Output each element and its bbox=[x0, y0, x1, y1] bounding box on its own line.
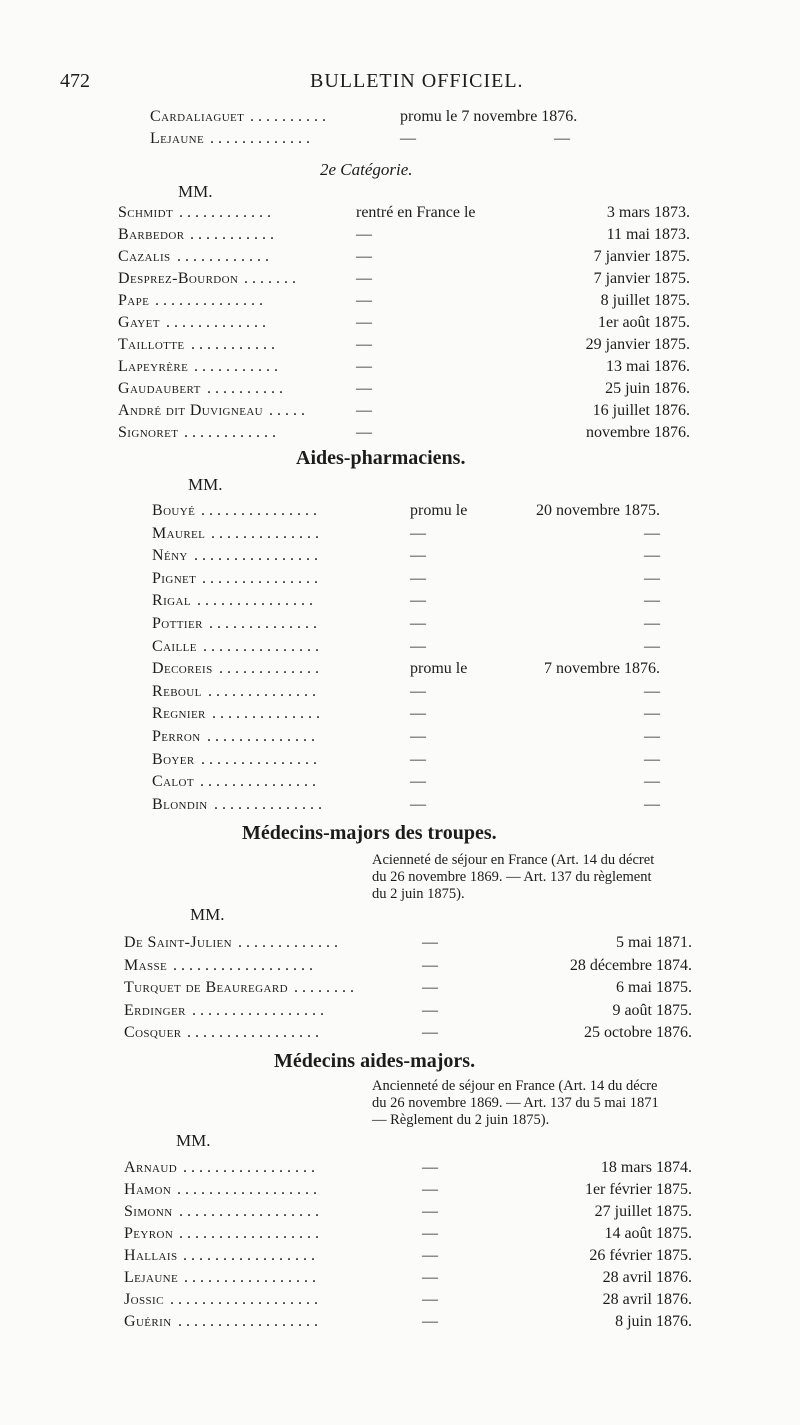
entry-name: Lapeyrère bbox=[118, 358, 189, 375]
entry-name: Maurel bbox=[152, 524, 206, 542]
entry-date: 28 avril 1876. bbox=[602, 1291, 692, 1308]
entry-name: Hallais bbox=[124, 1247, 178, 1264]
mm-label: MM. bbox=[190, 905, 225, 924]
leader-dots: ................... bbox=[170, 1291, 322, 1308]
leader-dots: ............. bbox=[210, 130, 314, 147]
entry-name: Signoret bbox=[118, 424, 179, 441]
entry-name: Cazalis bbox=[118, 248, 171, 265]
list-item bbox=[0, 202, 800, 224]
entry-status: — bbox=[422, 1247, 438, 1264]
entry-name: Simonn bbox=[124, 1203, 173, 1220]
list-item bbox=[0, 224, 800, 246]
leader-dots: ............. bbox=[238, 934, 342, 951]
list-item bbox=[0, 290, 800, 312]
entry-date: 25 octobre 1876. bbox=[584, 1024, 692, 1041]
entry-date: 6 mai 1875. bbox=[616, 979, 692, 996]
entry-status: — bbox=[422, 1291, 438, 1308]
entry-name: Pottier bbox=[152, 615, 203, 632]
entry-date: — bbox=[644, 750, 660, 768]
entry-name: Decoreis bbox=[152, 660, 213, 678]
entry-date: — bbox=[644, 547, 660, 565]
entry-status: — bbox=[356, 248, 372, 265]
entry-date: 18 mars 1874. bbox=[600, 1159, 692, 1176]
list-item bbox=[0, 771, 800, 793]
entry-name: Desprez-Bourdon bbox=[118, 270, 239, 287]
entry-date: 5 mai 1871. bbox=[616, 934, 692, 951]
leader-dots: ........... bbox=[191, 336, 279, 353]
list-item bbox=[0, 977, 800, 999]
entry-date: 16 juillet 1876. bbox=[592, 402, 690, 419]
note-line: Acienneté de séjour en France (Art. 14 du décret bbox=[372, 852, 655, 868]
list-item bbox=[0, 246, 800, 268]
entry-status: — bbox=[410, 773, 426, 791]
note-line: du 2 juin 1875). bbox=[372, 886, 465, 902]
list-item bbox=[0, 1267, 800, 1289]
entry-name: Arnaud bbox=[124, 1159, 178, 1176]
leader-dots: ............... bbox=[202, 569, 322, 587]
entry-name: Bouyé bbox=[152, 502, 196, 519]
leader-dots: ..... bbox=[269, 402, 309, 419]
list-item bbox=[0, 334, 800, 356]
leader-dots: ................. bbox=[187, 1024, 323, 1041]
entry-status: — bbox=[410, 592, 426, 610]
section-heading-aides-majors: Médecins aides-majors. bbox=[274, 1050, 476, 1072]
entry-date: 26 février 1875. bbox=[589, 1247, 692, 1264]
leader-dots: .............. bbox=[209, 615, 321, 632]
list-item bbox=[0, 378, 800, 400]
leader-dots: .............. bbox=[214, 795, 326, 813]
entry-name: Pape bbox=[118, 292, 150, 309]
entry-name: Lejaune bbox=[150, 130, 205, 147]
entry-date: 1er février 1875. bbox=[584, 1181, 692, 1198]
entry-date: 28 avril 1876. bbox=[602, 1269, 692, 1286]
entry-date: 11 mai 1873. bbox=[606, 226, 690, 243]
leader-dots: ................ bbox=[194, 547, 322, 565]
entry-status: — bbox=[410, 524, 426, 542]
entry-date: 14 août 1875. bbox=[604, 1225, 692, 1242]
leader-dots: .............. bbox=[207, 728, 319, 745]
leader-dots: ................. bbox=[192, 1001, 328, 1019]
list-item bbox=[0, 312, 800, 334]
leader-dots: ............... bbox=[197, 592, 317, 610]
entry-status: — bbox=[356, 424, 372, 441]
entry-status: — bbox=[410, 705, 426, 723]
entry-name: Masse bbox=[124, 956, 168, 974]
entry-status: — bbox=[422, 1269, 438, 1286]
entry-date: — bbox=[554, 130, 570, 147]
entry-status: — bbox=[356, 226, 372, 243]
entry-status: — bbox=[410, 637, 426, 655]
entry-date: — bbox=[644, 637, 660, 655]
leader-dots: .................. bbox=[179, 1203, 323, 1220]
list-item bbox=[0, 658, 800, 680]
entry-date: — bbox=[644, 592, 660, 610]
list-item bbox=[0, 523, 800, 545]
entry-status: — bbox=[356, 314, 372, 331]
entry-name: Boyer bbox=[152, 750, 195, 768]
entry-name: Caille bbox=[152, 637, 197, 655]
entry-name: Calot bbox=[152, 773, 194, 791]
entry-status: — bbox=[356, 402, 372, 419]
list-item bbox=[0, 1201, 800, 1223]
leader-dots: .................. bbox=[178, 1313, 322, 1330]
entry-name: Reboul bbox=[152, 682, 202, 700]
entry-status: — bbox=[422, 956, 438, 974]
leader-dots: ............... bbox=[201, 750, 321, 768]
section-heading-majors: Médecins-majors des troupes. bbox=[242, 822, 497, 844]
list-item bbox=[0, 681, 800, 703]
list-item bbox=[0, 794, 800, 816]
entry-name: Guérin bbox=[124, 1313, 172, 1330]
mm-label: MM. bbox=[176, 1131, 211, 1150]
entry-date: 25 juin 1876. bbox=[605, 380, 690, 397]
list-item bbox=[0, 400, 800, 422]
entry-status: — bbox=[410, 750, 426, 768]
leader-dots: ............ bbox=[184, 424, 280, 441]
entry-status: — bbox=[356, 292, 372, 309]
entry-date: 7 janvier 1875. bbox=[593, 270, 690, 287]
entry-name: Taillotte bbox=[118, 336, 185, 353]
entry-date: — bbox=[644, 795, 660, 813]
leader-dots: ........... bbox=[194, 358, 282, 375]
leader-dots: ........ bbox=[294, 979, 358, 996]
list-item bbox=[0, 1311, 800, 1333]
list-item bbox=[0, 1022, 800, 1044]
list-item bbox=[0, 1000, 800, 1022]
entry-name: Cosquer bbox=[124, 1024, 182, 1041]
entry-status: — bbox=[400, 130, 416, 147]
entry-status: — bbox=[422, 1024, 438, 1041]
leader-dots: ....... bbox=[244, 270, 300, 287]
list-item bbox=[0, 1179, 800, 1201]
entry-date: — bbox=[644, 569, 660, 587]
entry-date: — bbox=[644, 615, 660, 632]
list-item bbox=[0, 128, 800, 150]
entry-status: — bbox=[356, 358, 372, 375]
entry-date: 27 juillet 1875. bbox=[594, 1203, 692, 1220]
entry-status: — bbox=[422, 934, 438, 951]
category-heading: 2e Catégorie. bbox=[320, 160, 413, 179]
entry-date: — bbox=[644, 728, 660, 745]
leader-dots: .......... bbox=[207, 380, 287, 397]
entry-name: Peyron bbox=[124, 1225, 174, 1242]
entry-status: — bbox=[356, 380, 372, 397]
list-item bbox=[0, 932, 800, 954]
page-number: 472 bbox=[60, 70, 90, 92]
entry-status: — bbox=[422, 1181, 438, 1198]
entry-status: — bbox=[422, 1001, 438, 1019]
list-item bbox=[0, 1157, 800, 1179]
leader-dots: .............. bbox=[212, 705, 324, 723]
entry-date: — bbox=[644, 773, 660, 791]
list-item bbox=[0, 613, 800, 635]
mm-label: MM. bbox=[188, 475, 223, 494]
entry-status: — bbox=[356, 270, 372, 287]
entry-status: — bbox=[422, 1159, 438, 1176]
list-item bbox=[0, 955, 800, 977]
entry-date: 1er août 1875. bbox=[598, 314, 690, 331]
leader-dots: ............... bbox=[203, 637, 323, 655]
running-head: BULLETIN OFFICIEL. bbox=[310, 70, 524, 92]
leader-dots: .............. bbox=[155, 292, 267, 309]
entry-status: — bbox=[410, 795, 426, 813]
list-item bbox=[0, 1245, 800, 1267]
leader-dots: .......... bbox=[250, 108, 330, 125]
leader-dots: .................. bbox=[173, 956, 317, 974]
entry-status: — bbox=[356, 336, 372, 353]
list-item bbox=[0, 726, 800, 748]
entry-status: — bbox=[410, 615, 426, 632]
entry-name: Regnier bbox=[152, 705, 206, 723]
entry-date: 28 décembre 1874. bbox=[569, 956, 692, 974]
note-line: du 26 novembre 1869. — Art. 137 du 5 mai 1871 bbox=[372, 1095, 659, 1111]
entry-date: — bbox=[644, 682, 660, 700]
list-item bbox=[0, 422, 800, 444]
entry-name: De Saint-Julien bbox=[124, 934, 232, 951]
entry-name: Rigal bbox=[152, 592, 191, 610]
entry-name: Perron bbox=[152, 728, 201, 745]
entry-date: — bbox=[644, 705, 660, 723]
leader-dots: ........... bbox=[190, 226, 278, 243]
list-item bbox=[0, 568, 800, 590]
section-heading-pharmaciens: Aides-pharmaciens. bbox=[296, 447, 466, 469]
entry-date: 9 août 1875. bbox=[612, 1001, 692, 1019]
list-item bbox=[0, 590, 800, 612]
entry-name: André dit Duvigneau bbox=[118, 402, 264, 419]
leader-dots: ............... bbox=[200, 773, 320, 791]
list-item bbox=[0, 268, 800, 290]
list-item bbox=[0, 1289, 800, 1311]
note-line: — Règlement du 2 juin 1875). bbox=[372, 1112, 550, 1128]
entry-date: 3 mars 1873. bbox=[606, 204, 690, 221]
entry-name: Lejaune bbox=[124, 1269, 179, 1286]
entry-date: 8 juillet 1875. bbox=[600, 292, 690, 309]
mm-label: MM. bbox=[178, 182, 213, 201]
leader-dots: .............. bbox=[211, 524, 323, 542]
entry-name: Hamon bbox=[124, 1181, 172, 1198]
entry-name: Blondin bbox=[152, 795, 208, 813]
entry-status: promu le bbox=[410, 502, 468, 519]
entry-name: Pignet bbox=[152, 569, 197, 587]
entry-name: Turquet de Beauregard bbox=[124, 979, 288, 996]
entry-date: — bbox=[644, 524, 660, 542]
entry-name: Barbedor bbox=[118, 226, 185, 243]
entry-name: Jossic bbox=[124, 1291, 164, 1308]
entry-status: rentré en France le bbox=[356, 204, 476, 221]
note-line: du 26 novembre 1869. — Art. 137 du règlement bbox=[372, 869, 652, 885]
entry-name: Cardaliaguet bbox=[150, 108, 245, 125]
entry-name: Gayet bbox=[118, 314, 160, 331]
entry-status: promu le 7 novembre 1876. bbox=[400, 108, 578, 125]
entry-name: Erdinger bbox=[124, 1001, 186, 1019]
aides-note bbox=[372, 1078, 659, 1129]
list-item bbox=[0, 636, 800, 658]
entry-status: — bbox=[410, 569, 426, 587]
entry-status: — bbox=[410, 547, 426, 565]
leader-dots: ................. bbox=[184, 1269, 320, 1286]
entry-date: 8 juin 1876. bbox=[615, 1313, 692, 1330]
note-line: Ancienneté de séjour en France (Art. 14 du décre bbox=[372, 1078, 658, 1094]
entry-status: — bbox=[422, 979, 438, 996]
list-item bbox=[0, 500, 800, 522]
list-item bbox=[0, 1223, 800, 1245]
entry-status: — bbox=[422, 1203, 438, 1220]
entry-date: 7 janvier 1875. bbox=[593, 248, 690, 265]
entry-status: — bbox=[422, 1313, 438, 1330]
entry-status: — bbox=[422, 1225, 438, 1242]
entry-name: Nény bbox=[152, 547, 188, 565]
leader-dots: .................. bbox=[179, 1225, 323, 1242]
list-item bbox=[0, 356, 800, 378]
entry-date: 7 novembre 1876. bbox=[544, 660, 660, 678]
list-item bbox=[0, 749, 800, 771]
leader-dots: ............ bbox=[177, 248, 273, 265]
entry-date: 20 novembre 1875. bbox=[536, 502, 660, 519]
entry-name: Gaudaubert bbox=[118, 380, 201, 397]
leader-dots: ................. bbox=[183, 1247, 319, 1264]
entry-status: promu le bbox=[410, 660, 468, 678]
leader-dots: ............ bbox=[179, 204, 275, 221]
majors-note bbox=[372, 852, 654, 903]
entry-date: 13 mai 1876. bbox=[606, 358, 690, 375]
entry-status: — bbox=[410, 682, 426, 700]
leader-dots: ............... bbox=[201, 502, 321, 519]
leader-dots: ................. bbox=[183, 1159, 319, 1176]
leader-dots: .................. bbox=[177, 1181, 321, 1198]
list-item bbox=[0, 545, 800, 567]
entry-name: Schmidt bbox=[118, 204, 174, 221]
leader-dots: ............. bbox=[219, 660, 323, 678]
entry-status: — bbox=[410, 728, 426, 745]
list-item bbox=[0, 106, 800, 128]
entry-date: novembre 1876. bbox=[586, 424, 690, 441]
list-item bbox=[0, 703, 800, 725]
leader-dots: .............. bbox=[208, 682, 320, 700]
leader-dots: ............. bbox=[166, 314, 270, 331]
entry-date: 29 janvier 1875. bbox=[585, 336, 690, 353]
